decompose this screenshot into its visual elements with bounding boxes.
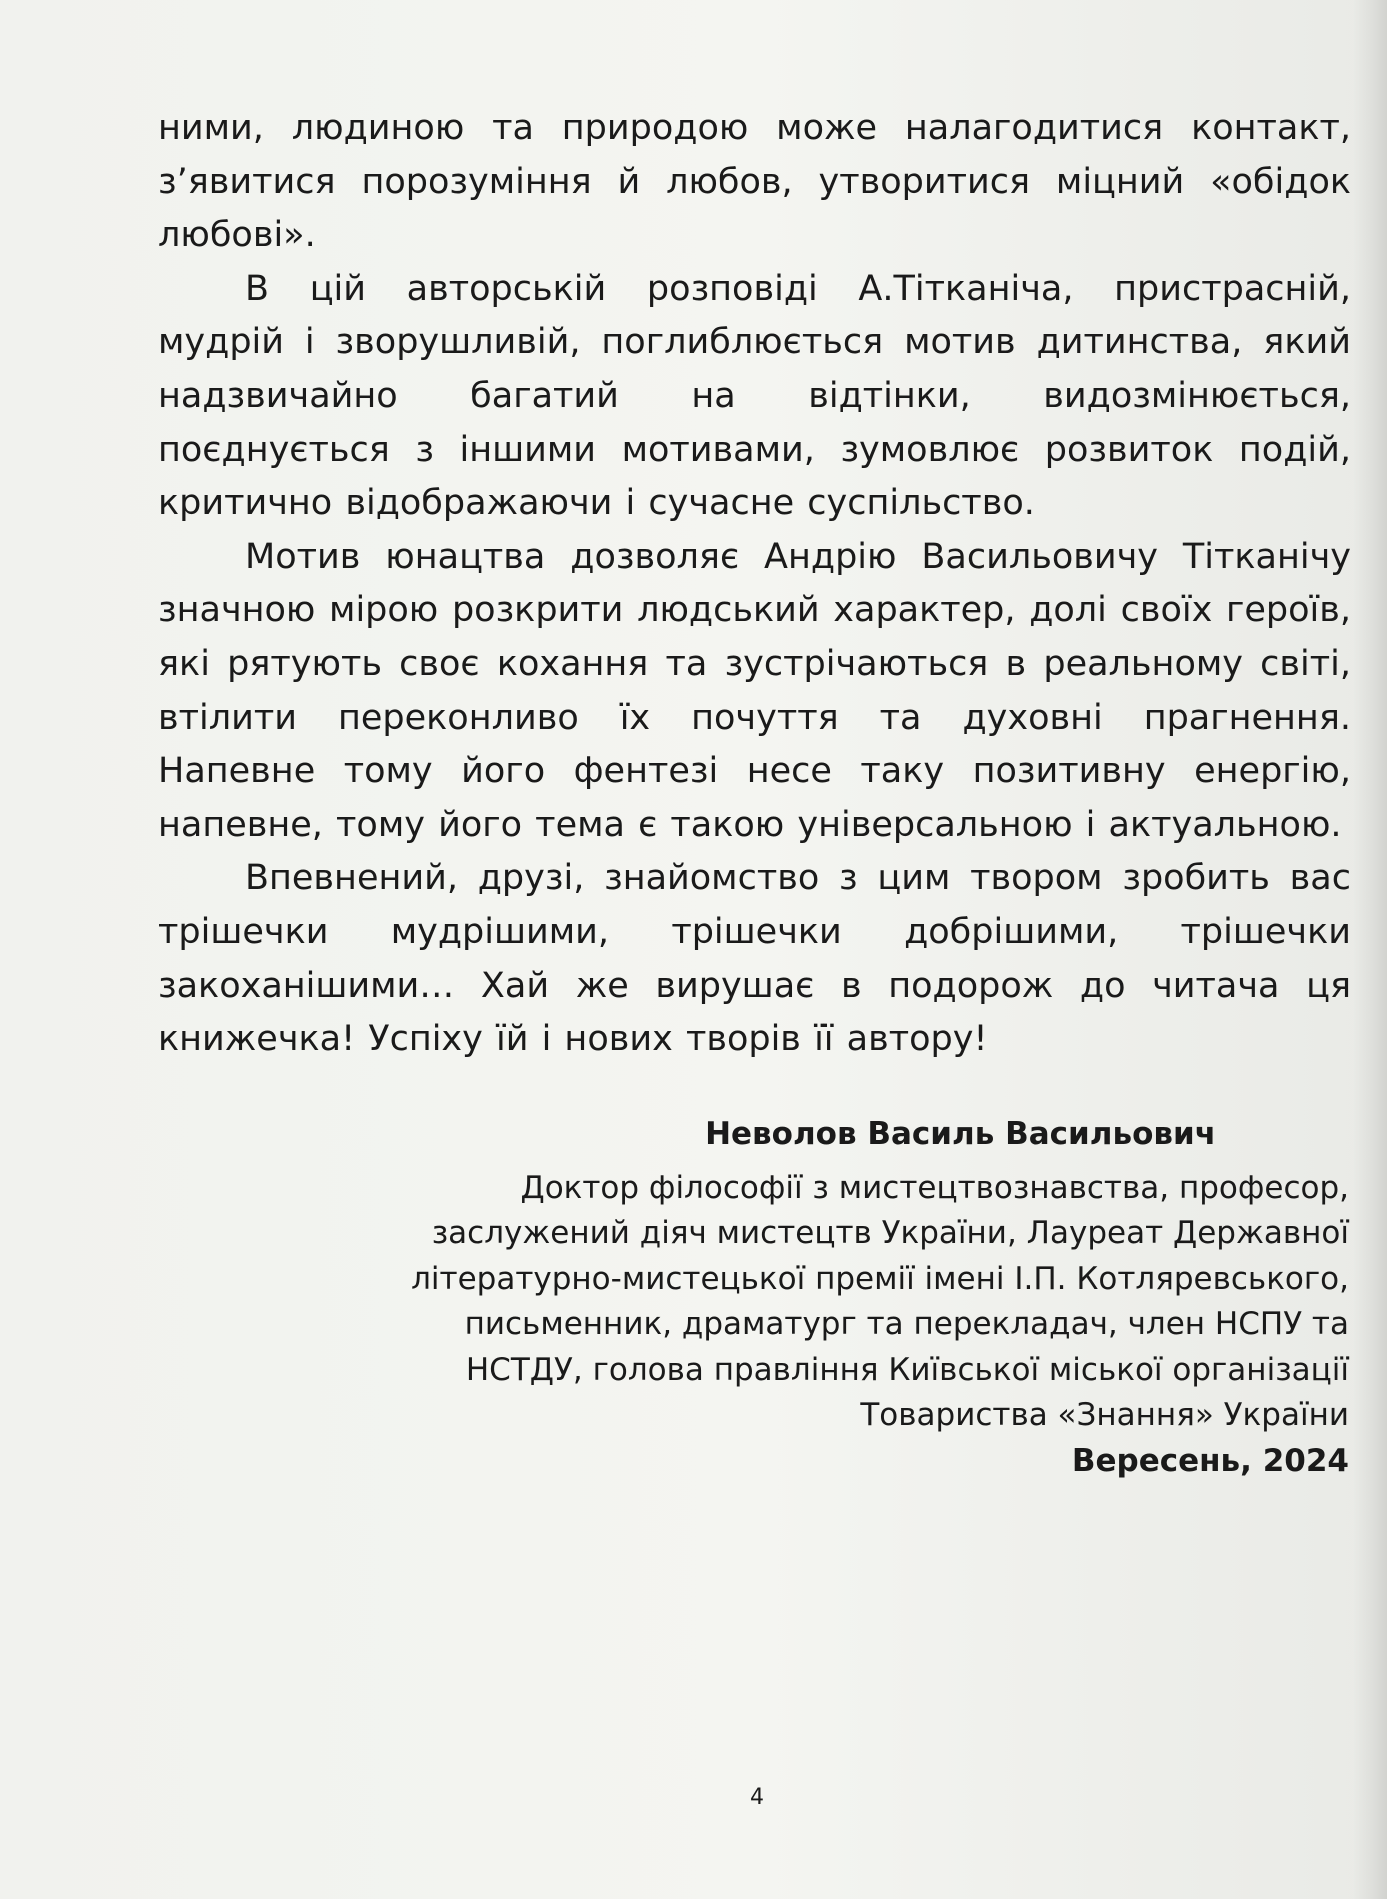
signature-date: Вересень, 2024	[1071, 1442, 1349, 1479]
signature-block	[249, 1112, 1349, 1484]
author-title-line-2: заслужений діяч мистецтв України, Лауреат Державної	[431, 1215, 1349, 1251]
author-title-line-5: НСТДУ, голова правління Київської міської організації	[465, 1351, 1349, 1388]
body-text	[158, 102, 1351, 1067]
author-title-line-6: Товариства «Знання» України	[860, 1397, 1349, 1433]
page-number: 4	[750, 1785, 764, 1810]
author-title-line-1: Доктор філософії з мистецтвознавства, професор,	[520, 1169, 1349, 1206]
paragraph-4: Впевнений, друзі, знайомство з цим твором зробить вас трішечки мудрішими, трішечки добрішими, трішечки закоханішими… Хай же вирушає в подорож до читача ця книжечка! Успіху їй і нових творів її автору!	[158, 858, 1351, 1060]
paragraph-1: ними, людиною та природою може налагодитися контакт, з’явитися порозуміння й любов, утворитися міцний «обідок любові».	[158, 108, 1351, 256]
author-title-line-4: письменник, драматург та перекладач, член НСПУ та	[464, 1306, 1349, 1342]
paragraph-2: В цій авторській розповіді А.Тітканіча, пристрасній, мудрій і зворушливій, поглиблюється мотив дитинства, який надзвичайно багатий на відтінки, видозмінюється, поєднується з іншими мотивами, зумовлює розвиток подій, критично відображаючи і сучасне суспільство.	[158, 268, 1351, 524]
page-edge-shadow	[1353, 0, 1387, 1899]
paragraph-3: Мотив юнацтва дозволяє Андрію Васильовичу Тітканічу значною мірою розкрити людський характер, долі своїх героїв, які рятують своє кохання та зустрічаються в реальному світі, втілити переконливо їх почуття та духовні прагнення. Напевне тому його фентезі несе таку позитивну енергію, напевне, тому його тема є такою універсальною і актуальною.	[158, 536, 1351, 845]
author-title-line-3: літературно-мистецької премії імені І.П. Котляревського,	[411, 1260, 1349, 1297]
author-name: Неволов Василь Васильович	[705, 1116, 1216, 1152]
